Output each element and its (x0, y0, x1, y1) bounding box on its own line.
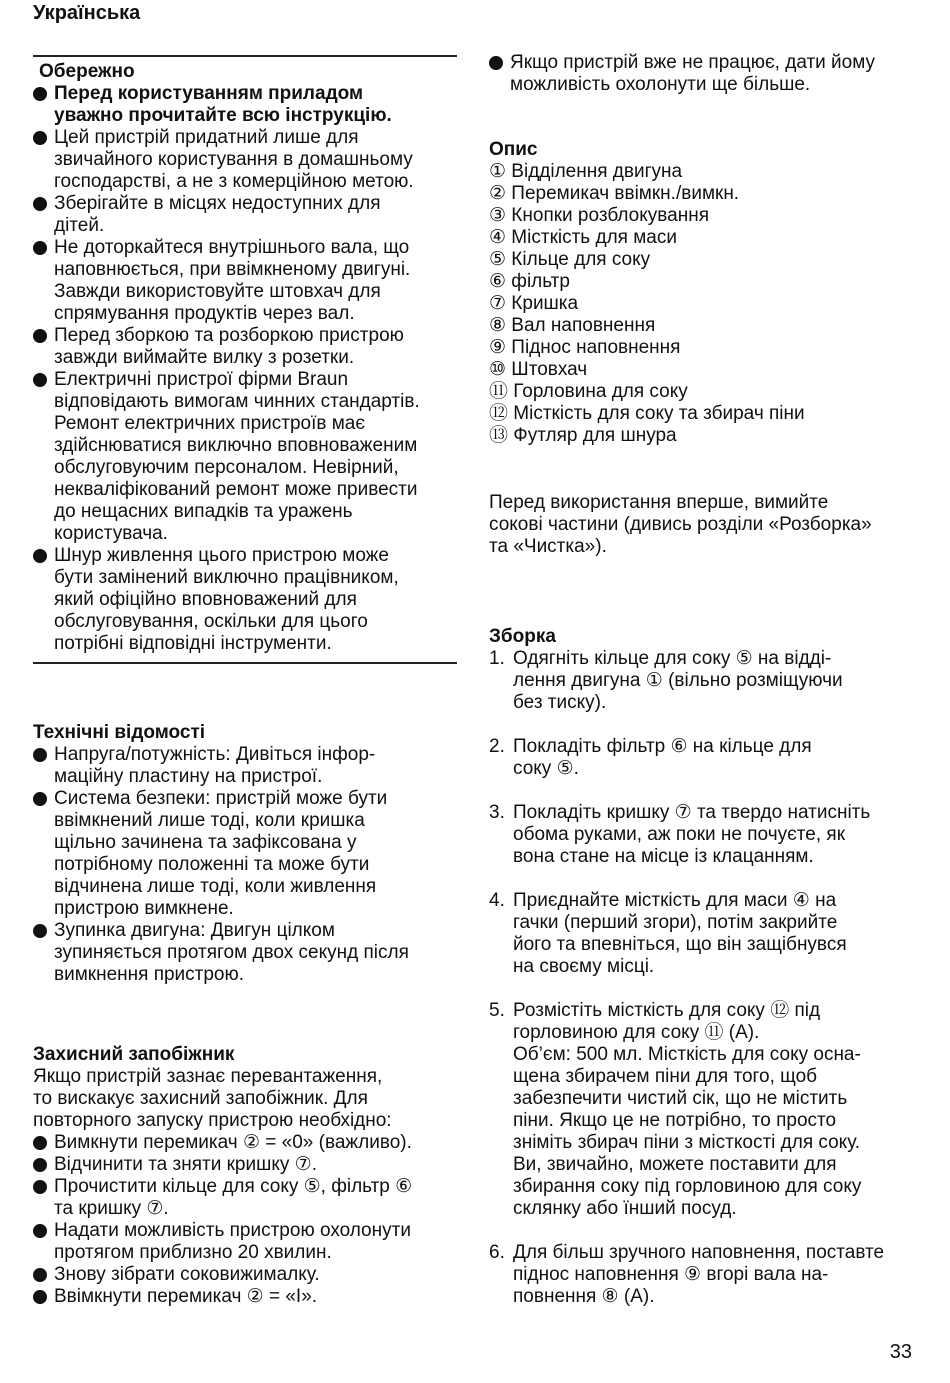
step-line: на своєму місці. (513, 956, 655, 977)
bullet-line: уважно прочитайте всю інструкцію. (54, 105, 392, 126)
step-line: Покладіть кришку ⑦ та твердо натисніть (513, 802, 871, 823)
before-use-note (489, 492, 919, 558)
bullet-line: та кришку ⑦. (54, 1198, 169, 1219)
bullet-line: обслуговування, оскільки для цього (54, 611, 368, 632)
caution-item (33, 127, 457, 193)
before-use-line: сокові частини (дивись розділи «Розборка» (489, 514, 872, 535)
part-item: ④ Місткість для маси (489, 227, 677, 248)
bullet-dot-icon (33, 924, 47, 938)
step-line: без тиску). (513, 692, 607, 713)
bullet-line: потрібному положенні та може бути (54, 854, 370, 875)
caution-item (33, 237, 457, 325)
bullet-line: Відчинити та зняти кришку ⑦. (54, 1154, 317, 1175)
fuse-intro (33, 1066, 457, 1132)
step-line: горловиною для соку ⑪ (A). (513, 1022, 760, 1043)
assembly-step (489, 736, 919, 780)
bullet-dot-icon (33, 87, 47, 101)
step-line: соку ⑤. (513, 758, 579, 779)
bullet-dot-icon (33, 748, 47, 762)
step-line: зніміть збирач піни з місткості для соку. (513, 1132, 861, 1153)
part-item: ⑪ Горловина для соку (489, 381, 688, 402)
bullet-line: Система безпеки: пристрій може бути (54, 788, 388, 809)
caution-item (33, 369, 457, 545)
bullet-line: некваліфікований ремонт може привести (54, 479, 418, 500)
step-line: піднос наповнення ⑨ вгорі вала на- (513, 1264, 829, 1285)
bullet-line: протягом приблизно 20 хвилин. (54, 1242, 332, 1263)
step-line: склянку або їнший посуд. (513, 1198, 737, 1219)
part-item: ① Відділення двигуна (489, 161, 683, 182)
fuse-item (33, 1220, 457, 1264)
step-line: забезпечити чистий сік, що не містить (513, 1088, 848, 1109)
fuse-intro-line: Якщо пристрій зазнає перевантаження, (33, 1066, 383, 1087)
bullet-line: звичайного користування в домашньому (54, 149, 413, 170)
bullet-line: Зберігайте в місцях недоступних для (54, 193, 381, 214)
bullet-line: Ввімкнути перемикач ② = «I». (54, 1286, 318, 1307)
bullet-dot-icon (33, 549, 47, 563)
step-line: Об’єм: 500 мл. Місткість для соку осна- (513, 1044, 861, 1065)
bullet-line: Завжди використовуйте штовхач для (54, 281, 381, 302)
assembly-title: Зборка (489, 626, 556, 647)
bullet-line: здійснюватися виключно вповноваженим (54, 435, 418, 456)
part-item: ⑥ фільтр (489, 271, 570, 292)
caution-item (33, 545, 457, 655)
part-item: ⑦ Кришка (489, 293, 579, 314)
bullet-line: ввімкнений лише тоді, коли кришка (54, 810, 365, 831)
part-item: ⑨ Піднос наповнення (489, 337, 681, 358)
step-number: 5. (489, 1000, 505, 1021)
step-line: піни. Якщо це не потрібно, то просто (513, 1110, 837, 1131)
assembly-step (489, 802, 919, 868)
bullet-line: господарстві, а не з комерційною метою. (54, 171, 414, 192)
bullet-line: відповідають вимогам чинних стандартів. (54, 391, 420, 412)
assembly-steps (489, 648, 919, 1308)
bullet-dot-icon (33, 329, 47, 343)
bullet-line: Електричні пристрої фірми Braun (54, 369, 349, 390)
bullet-line: можливість охолонути ще більше. (510, 74, 811, 95)
bullet-line: Напруга/потужність: Дивіться інфор- (54, 744, 376, 765)
step-number: 4. (489, 890, 505, 911)
bullet-dot-icon (33, 792, 47, 806)
bullet-dot-icon (33, 131, 47, 145)
bullet-line: наповнюється, при ввімкненому двигуні. (54, 259, 411, 280)
bullet-line: Перед користуванням приладом (54, 83, 364, 104)
bullet-dot-icon (33, 373, 47, 387)
bullet-line: Шнур живлення цього пристрою може (54, 545, 389, 566)
bullet-line: відчинена лише тоді, коли живлення (54, 876, 377, 897)
bullet-line: дітей. (54, 215, 105, 236)
bullet-line: Зупинка двигуна: Двигун цілком (54, 920, 335, 941)
bullet-line: Надати можливість пристрою охолонути (54, 1220, 411, 1241)
bullet-line: Вимкнути перемикач ② = «0» (важливо). (54, 1132, 412, 1153)
caution-item (33, 325, 457, 369)
bullet-dot-icon (489, 56, 503, 70)
part-item: ⑤ Кільце для соку (489, 249, 651, 270)
part-item: ⑧ Вал наповнення (489, 315, 656, 336)
assembly-step (489, 1000, 919, 1220)
bullet-line: обслуговуючим персоналом. Невірний, (54, 457, 399, 478)
page-number: 33 (889, 1341, 912, 1363)
step-number: 1. (489, 648, 505, 669)
step-number: 3. (489, 802, 505, 823)
caution-top-rule (33, 55, 457, 57)
assembly-step (489, 890, 919, 978)
part-item: ② Перемикач ввімкн./вимкн. (489, 183, 740, 204)
bullet-line: потрібні відповідні інструменти. (54, 633, 332, 654)
bullet-line: завжди виймайте вилку з розетки. (54, 347, 355, 368)
bullet-line: Якщо пристрій вже не працює, дати йому (510, 52, 876, 73)
bullet-dot-icon (33, 241, 47, 255)
caution-bottom-rule (33, 662, 457, 664)
step-line: гачки (перший згори), потім закрийте (513, 912, 838, 933)
step-line: щена збирачем піни для того, щоб (513, 1066, 818, 1087)
part-item: ⑬ Футляр для шнура (489, 425, 677, 446)
tech-item (33, 788, 457, 920)
caution-title: Обережно (39, 61, 135, 82)
bullet-line: маційну пластину на пристрої. (54, 766, 323, 787)
bullet-dot-icon (33, 1224, 47, 1238)
bullet-line: пристрою вимкнене. (54, 898, 234, 919)
bullet-line: вимкнення пристрою. (54, 964, 245, 985)
fuse-list-continued (489, 52, 919, 96)
bullet-dot-icon (33, 1158, 47, 1172)
language-header: Українська (33, 2, 141, 24)
bullet-dot-icon (33, 1290, 47, 1304)
tech-item (33, 920, 457, 986)
fuse-item (33, 1154, 457, 1176)
step-line: вона стане на місце із клацанням. (513, 846, 814, 867)
bullet-line: Перед зборкою та розборкою пристрою (54, 325, 404, 346)
fuse-item (33, 1132, 457, 1154)
bullet-line: зупиняється протягом двох секунд після (54, 942, 409, 963)
bullet-line: користувача. (54, 523, 168, 544)
parts-list (489, 161, 919, 447)
step-line: збирання соку під горловиною для соку (513, 1176, 862, 1197)
fuse-item (33, 1176, 457, 1220)
fuse-item (489, 52, 919, 96)
bullet-line: який офіційно вповноважений для (54, 589, 357, 610)
fuse-intro-line: то вискакує захисний запобіжник. Для (33, 1088, 368, 1109)
bullet-dot-icon (33, 1180, 47, 1194)
tech-title: Технічні відомості (33, 722, 206, 743)
step-number: 6. (489, 1242, 505, 1263)
bullet-line: щільно зачинена та зафіксована у (54, 832, 357, 853)
part-item: ③ Кнопки розблокування (489, 205, 709, 226)
assembly-step (489, 648, 919, 714)
caution-item (33, 193, 457, 237)
before-use-line: та «Чистка»). (489, 536, 607, 557)
bullet-line: бути замінений виключно працівником, (54, 567, 399, 588)
step-line: Розмістіть місткість для соку ⑫ під (513, 1000, 821, 1021)
step-line: повнення ⑧ (A). (513, 1286, 655, 1307)
before-use-line: Перед використання вперше, вимийте (489, 492, 829, 513)
step-line: його та впевніться, що він защібнувся (513, 934, 847, 955)
fuse-list (33, 1132, 457, 1308)
assembly-step (489, 1242, 919, 1308)
step-line: Ви, звичайно, можете поставити для (513, 1154, 837, 1175)
step-line: Приєднайте місткість для маси ④ на (513, 890, 837, 911)
step-line: Покладіть фільтр ⑥ на кільце для (513, 736, 812, 757)
bullet-line: Не доторкайтеся внутрішнього вала, що (54, 237, 410, 258)
step-line: лення двигуна ① (вільно розміщуючи (513, 670, 843, 691)
fuse-item (33, 1286, 457, 1308)
bullet-line: Знову зібрати соковижималку. (54, 1264, 320, 1285)
bullet-dot-icon (33, 1268, 47, 1282)
step-line: Для більш зручного наповнення, поставте (513, 1242, 885, 1263)
description-title: Опис (489, 139, 538, 160)
part-item: ⑫ Місткість для соку та збирач піни (489, 403, 805, 424)
bullet-line: спрямування продуктів через вал. (54, 303, 355, 324)
bullet-line: Ремонт електричних пристроїв має (54, 413, 366, 434)
bullet-line: Прочистити кільце для соку ⑤, фільтр ⑥ (54, 1176, 413, 1197)
caution-list (33, 83, 457, 655)
step-line: обома руками, аж поки не почуєте, як (513, 824, 846, 845)
bullet-line: Цей пристрій придатний лише для (54, 127, 359, 148)
bullet-dot-icon (33, 1136, 47, 1150)
bullet-dot-icon (33, 197, 47, 211)
tech-list (33, 744, 457, 986)
step-number: 2. (489, 736, 505, 757)
bullet-line: до нещасних випадків та уражень (54, 501, 353, 522)
part-item: ⑩ Штовхач (489, 359, 588, 380)
fuse-intro-line: повторного запуску пристрою необхідно: (33, 1110, 392, 1131)
caution-item (33, 83, 457, 127)
step-line: Одягніть кільце для соку ⑤ на відді- (513, 648, 832, 669)
tech-item (33, 744, 457, 788)
fuse-title: Захисний запобіжник (33, 1044, 235, 1065)
fuse-item (33, 1264, 457, 1286)
